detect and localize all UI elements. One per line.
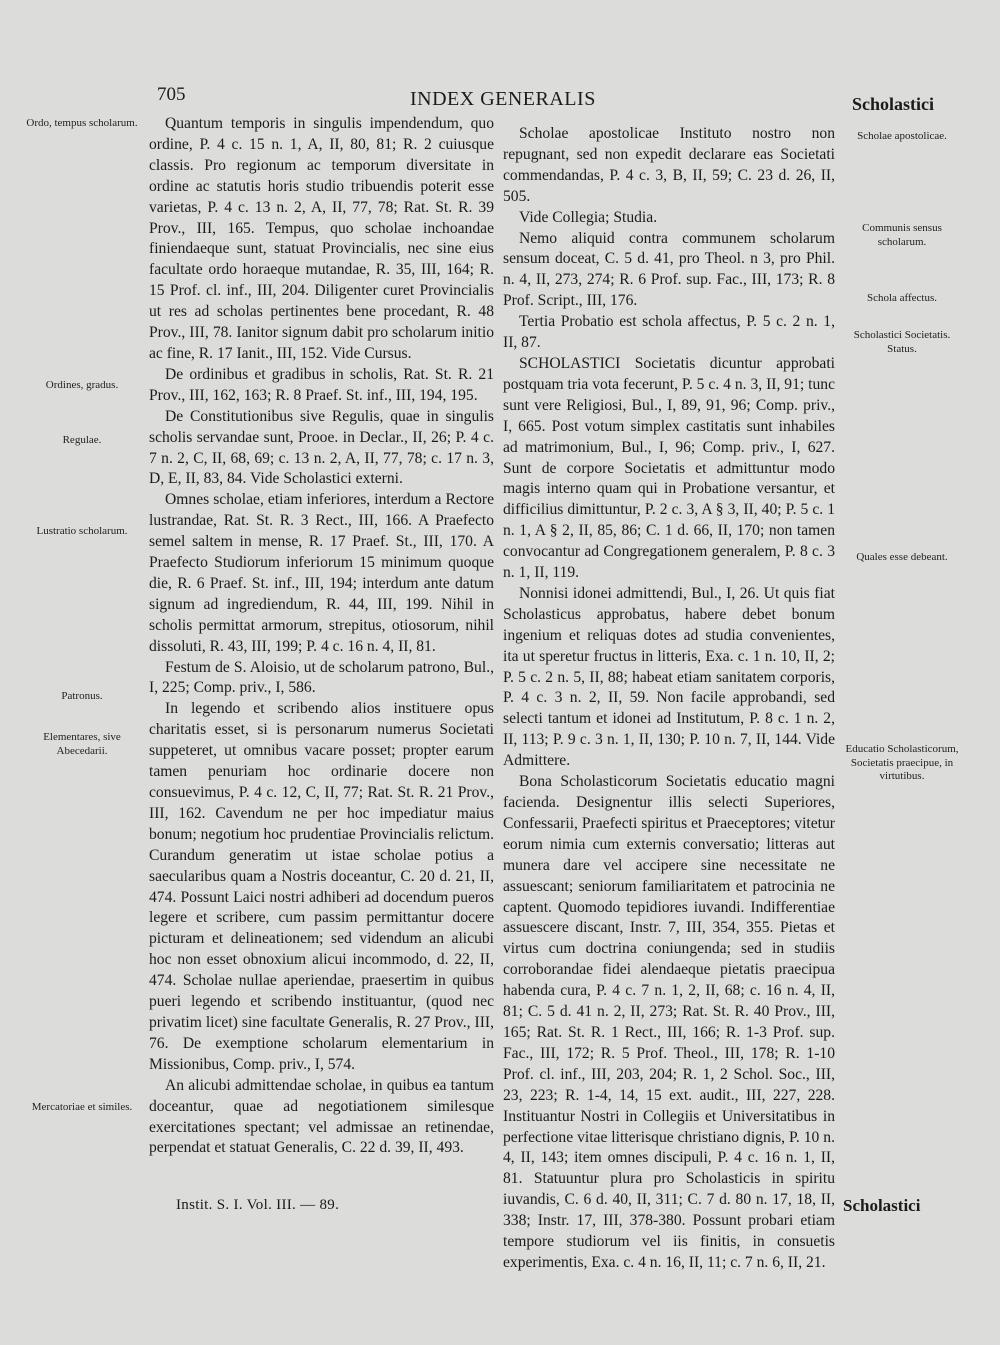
margin-note-left: Ordines, gradus. <box>45 379 119 391</box>
signature-line: Instit. S. I. Vol. III. — 89. <box>176 1197 340 1213</box>
index-entry: In legendo et scribendo alios instituere opus charitatis esset, si is personarum numerus Societati suppeteret, ut omnibus vacare posset; propter earum tamen penuriam hoc ordinarie docere non consuevimus, P. 4 c. 12, C, II, 77; Rat. St. R. 21 Prov., III, 162. Cavendum ne per hoc impediatur maius bonum; negotium hoc prudentiae Provincialis relictum. Curandum generatim ut istae scholae potius a saecularibus quam a Nostris doceantur, C. 20 d. 21, II, 474. Possunt Laici nostri adhiberi ad docendum pueros legere et scribere, cum passim permittantur docere picturam et delineationem; sed videndum an alicubi hoc non esset obnoxium alicui incommodo, d. 22, II, 474. Scholae nullae aperiendae, praesertim in quibus pueri legendo et scribendo instituantur, (quod nec privatim licet) sine facultate Generalis, R. 27 Prov., III, 76. De exemptione scholarum elementarium in Missionibus, Comp. priv., I, 574. <box>149 700 494 1073</box>
index-entry: Nonnisi idonei admittendi, Bul., I, 26. Ut quis fiat Scholasticus approbatus, habere debet bonum ingenium et reliquas dotes ad studia convenientes, ita ut speretur fructus in litteris, Exa. c. 1 n. 10, II, 2; P. 5 c. 2 n. 5, II, 88; habeat etiam sanitatem corporis, P. 4 c. 3 n. 2, II, 59. Non facile approbandi, sed selecti tantum et idonei ad Institutum, P. 8 c. 1 n. 2, II, 113; P. 9 c. 3 n. 1, II, 130; P. 10 n. 7, II, 144. Vide Admittere. <box>503 584 835 770</box>
index-entry: Vide Collegia; Studia. <box>519 208 658 226</box>
page-number: 705 <box>157 84 186 105</box>
index-entry: Nemo aliquid contra communem scholarum sensum doceat, C. 5 d. 41, pro Theol. n 3, pro Phil. n. 4, II, 273, 274; R. 6 Prof. sup. Fac., III, 173; R. 8 Prof. Script., III, 176. <box>503 229 835 310</box>
index-entry: Omnes scholae, etiam inferiores, interdum a Rectore lustrandae, Rat. St. R. 3 Rect., III, 166. A Praefecto semel saltem in mense, R. 17 Praef. St., III, 170. A Praefecto Studiorum inferiorum 15 minimum quoque die, R. 6 Praef. St. inf., III, 194; interdum ante datum signum ad ingrediendum, R. 44, III, 199. Nihil in scholis permittat armorum, strepitus, otiosorum, nihil dissoluti, R. 43, III, 199; P. 4 c. 16 n. 4, II, 81. <box>149 491 494 655</box>
index-entry: De ordinibus et gradibus in scholis, Rat. St. R. 21 Prov., III, 162, 163; R. 8 Praef. St. inf., III, 194, 195. <box>149 365 494 404</box>
index-entry: An alicubi admittendae scholae, in quibus ea tantum doceantur, quae ad negotiationem similesque exercitationes spectant; vel admissae an retinendae, perpendat et statuat Generalis, C. 22 d. 39, II, 493. <box>149 1076 494 1157</box>
margin-note-right: Schola affectus. <box>866 292 938 304</box>
margin-note-right: Scholastici Societatis. Status. <box>853 329 951 355</box>
margin-note-left: Lustratio scholarum. <box>36 525 128 537</box>
index-entry: Tertia Probatio est schola affectus, P. 5 c. 2 n. 1, II, 87. <box>503 313 835 352</box>
index-entry: Bona Scholasticorum Societatis educatio magni facienda. Designentur illis selecti Superiores, Confessarii, Praefecti spiritus et Praeceptores; vitetur eorum nimia cum externis conversatio; litteras aut munera dare vel accipere sine necessitate ne assuescant; seniorum familiaritatem et patrocinia ne captent. Quomodo tepidiores iuvandi. Indifferentiae assuescere discant, Instr. 7, III, 354, 355. Pietas et virtus cum doctrina coniungenda; sed in studiis corroborandae fidei alendaeque pietatis praecipua habenda cura, P. 4 c. 7 n. 1, 2, II, 68; c. 16 n. 4, II, 81; C. 5 d. 41 n. 2, II, 273; Rat. St. R. 40 Prov., III, 165; Rat. St. R. 1 Rect., III, 166; R. 1-3 Prof. sup. Fac., III, 172; R. 5 Prof. Theol., III, 178; R. 1-10 Prof. cl. inf., III, 203, 204; R. 1, 2 Schol. Soc., III, 23, 223; R. 1-4, 14, 15 ext. audit., III, 227, 228. Instituantur Nostri in Collegiis et Universitatibus in perfectione vitae litterisque christiano dignis, P. 10 n. 4, II, 143; item omnes discipuli, P. 4 c. 16 n. 1, II, 81. Statuuntur plura pro Scholasticis in spiritu iuvandis, C. 6 d. 40, II, 311; C. 7 d. 80 n. 17, 18, II, 338; Instr. 17, III, 378-380. Possunt probari etiam tempore studiorum vel iis finitis, in consuetis experimentis, Exa. c. 4 n. 16, II, 11; c. 7 n. 6, II, 21. <box>503 773 835 1271</box>
margin-note-right: Educatio Scholasticorum, Societatis praecipue, in virtutibus. <box>845 743 959 782</box>
margin-note-left: Regulae. <box>62 434 102 446</box>
margin-note-left: Elementares, sive Abecedarii. <box>43 731 121 757</box>
index-entry: De Constitutionibus sive Regulis, quae in singulis scholis servandae sunt, Prooe. in Declar., II, 26; P. 4 c. 7 n. 2, C, II, 68, 69; c. 13 n. 2, A, II, 77, 78; c. 17 n. 3, D, E, II, 83, 84. Vide Scholastici externi. <box>149 407 494 488</box>
index-entry: SCHOLASTICI Societatis dicuntur approbati postquam tria vota fecerunt, P. 5 c. 4 n. 3, II, 91; tunc sunt vere Religiosi, Bul., I, 89, 91, 96; Comp. priv., I, 665. Post votum simplex castitatis sunt inhabiles ad matrimonium, Bul., I, 96; Comp. priv., I, 627. Sunt de corpore Societatis et admittuntur modo magis interno quam qui in Probatione versantur, et difficilius dimittuntur, P. 2 c. 3, A § 3, II, 40; P. 5 c. 1 n. 1, A § 2, II, 85, 86; C. 1 d. 66, II, 170; non tamen convocantur ad Congregationem generalem, P. 8 c. 3 n. 1, II, 119. <box>503 354 835 582</box>
running-title: INDEX GENERALIS <box>410 88 596 110</box>
catchword-bottom: Scholastici <box>843 1196 921 1215</box>
catchword-top: Scholastici <box>852 94 935 114</box>
margin-note-right: Scholae apostolicae. <box>857 130 947 142</box>
index-entry: Quantum temporis in singulis impendendum, quo ordine, P. 4 c. 15 n. 1, A, II, 80, 81; R. 2 cuiusque classis. Pro regionum ac temporum diversitate in ordine ac statutis horis studio tribuendis poterit esse varietas, P. 4 c. 13 n. 2, A, II, 77, 78; Rat. St. R. 39 Prov., III, 165. Tempus, quo scholae inchoandae finiendaeque sunt, statuat Provincialis, nec sine eius facultate ordo horaeque mutandae, R. 35, III, 164; R. 15 Prof. cl. inf., III, 204. Diligenter curet Provincialis ut res ad scholas pertinentes bene procedant, R. 48 Prov., III, 78. Ianitor signum dabit pro scholarum initio ac fine, R. 17 Ianit., III, 152. Vide Cursus. <box>149 115 494 362</box>
index-entry: Scholae apostolicae Instituto nostro non repugnant, sed non expedit declarare eas Societati commendandas, P. 4 c. 3, B, II, 59; C. 23 d. 26, II, 505. <box>503 125 835 205</box>
right-column <box>503 124 835 1274</box>
margin-note-right: Quales esse debeant. <box>856 551 948 563</box>
margin-note-left: Patronus. <box>61 690 103 702</box>
margin-note-left: Ordo, tempus scholarum. <box>26 117 138 129</box>
index-entry: Festum de S. Aloisio, ut de scholarum patrono, Bul., I, 225; Comp. priv., I, 586. <box>149 658 494 697</box>
margin-note-left: Mercatoriae et similes. <box>31 1101 133 1113</box>
margin-note-right: Communis sensus scholarum. <box>862 222 942 248</box>
left-column <box>149 114 494 1159</box>
